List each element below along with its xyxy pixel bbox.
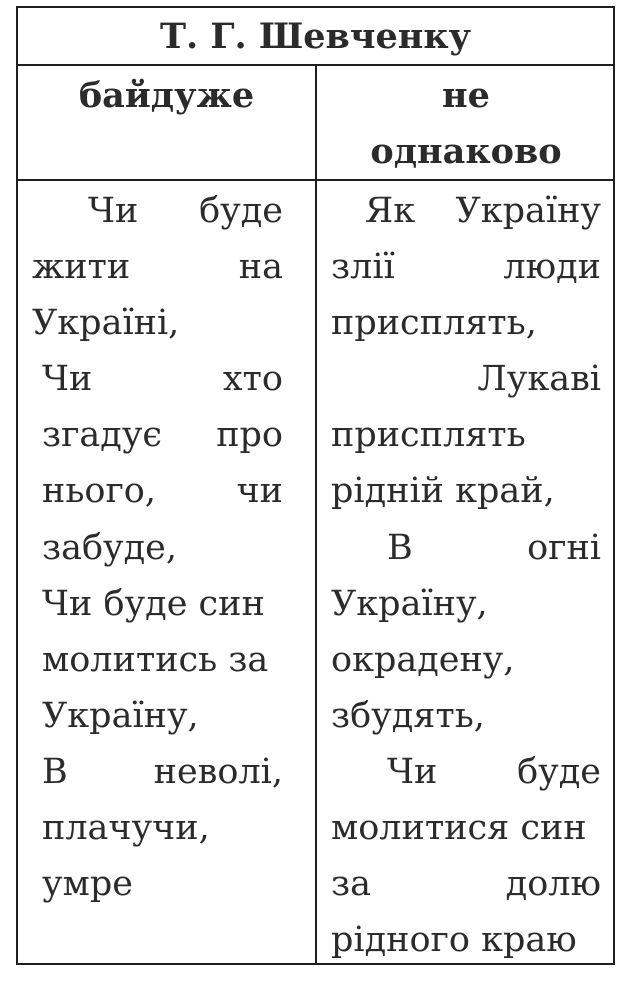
poem-word: долю [505, 864, 601, 905]
poem-word: огні [527, 527, 601, 568]
table-title: Т. Г. Шевченку [18, 8, 613, 66]
poem-line [32, 800, 283, 856]
column-header-line-2: однаково [370, 131, 562, 172]
poem-line [331, 632, 601, 688]
comparison-table [16, 6, 615, 965]
poem-word: окрадену, [331, 639, 515, 680]
poem-line [331, 688, 601, 744]
poem-line [331, 856, 601, 912]
poem-word: буде [517, 751, 601, 792]
poem-left-column [32, 183, 283, 912]
poem-line [32, 576, 283, 632]
poem-word: Чи [387, 751, 438, 792]
poem-word: злії [331, 247, 395, 288]
poem-line [331, 239, 601, 295]
poem-word: збудять, [331, 695, 485, 736]
poem-word: Україну, [331, 583, 488, 624]
column-header-indifferent: байдуже [78, 75, 255, 116]
poem-word: молитись за [42, 639, 269, 680]
poem-line [331, 744, 601, 800]
poem-word: плачучи, [42, 808, 210, 849]
poem-word: Чи буде син [42, 583, 265, 624]
poem-word: Україні, [32, 303, 180, 344]
poem-line [331, 800, 601, 856]
poem-line [331, 912, 601, 968]
poem-word: Україну [455, 191, 601, 231]
poem-line [331, 351, 601, 407]
poem-word: згадує [42, 415, 163, 456]
poem-word: на [238, 247, 283, 288]
poem-line [32, 295, 283, 351]
poem-line [331, 520, 601, 576]
poem-line [331, 295, 601, 351]
poem-word: В [387, 527, 413, 568]
poem-word: рідного краю [331, 920, 577, 961]
poem-line [32, 744, 283, 800]
poem-word: хто [222, 359, 283, 400]
poem-word: буде [199, 191, 283, 231]
poem-row [18, 181, 613, 965]
poem-line [32, 239, 283, 295]
poem-line [32, 520, 283, 576]
poem-word: Чи [88, 191, 139, 231]
poem-line [32, 407, 283, 463]
poem-line [32, 463, 283, 519]
poem-word: Лукаві [477, 359, 601, 400]
poem-word: В [42, 751, 68, 792]
poem-word: умре [42, 864, 133, 905]
poem-word: Як [365, 191, 416, 231]
poem-word: жити [32, 247, 131, 288]
column-header-not-indifferent [317, 66, 615, 180]
poem-word: чи [236, 471, 283, 512]
poem-word: за [331, 864, 371, 905]
poem-word: нього, [42, 471, 156, 512]
poem-line [331, 576, 601, 632]
poem-line [331, 463, 601, 519]
column-header-line-1: не [442, 75, 490, 116]
poem-line [32, 351, 283, 407]
poem-line [32, 632, 283, 688]
poem-right-column [331, 183, 601, 968]
poem-line [32, 688, 283, 744]
poem-word: присплять [331, 415, 526, 456]
poem-word: Чи [42, 359, 93, 400]
poem-line [331, 183, 601, 239]
poem-word: рідній край, [331, 471, 555, 512]
poem-line [331, 407, 601, 463]
poem-word: молитися син [331, 808, 587, 849]
poem-word: люди [503, 247, 601, 288]
poem-word: Україну, [42, 695, 199, 736]
poem-line [32, 856, 283, 912]
poem-word: присплять, [331, 303, 537, 344]
poem-line [32, 183, 283, 239]
poem-word: про [216, 415, 283, 456]
poem-word: неволі, [153, 751, 283, 792]
poem-word: забуде, [42, 527, 178, 568]
